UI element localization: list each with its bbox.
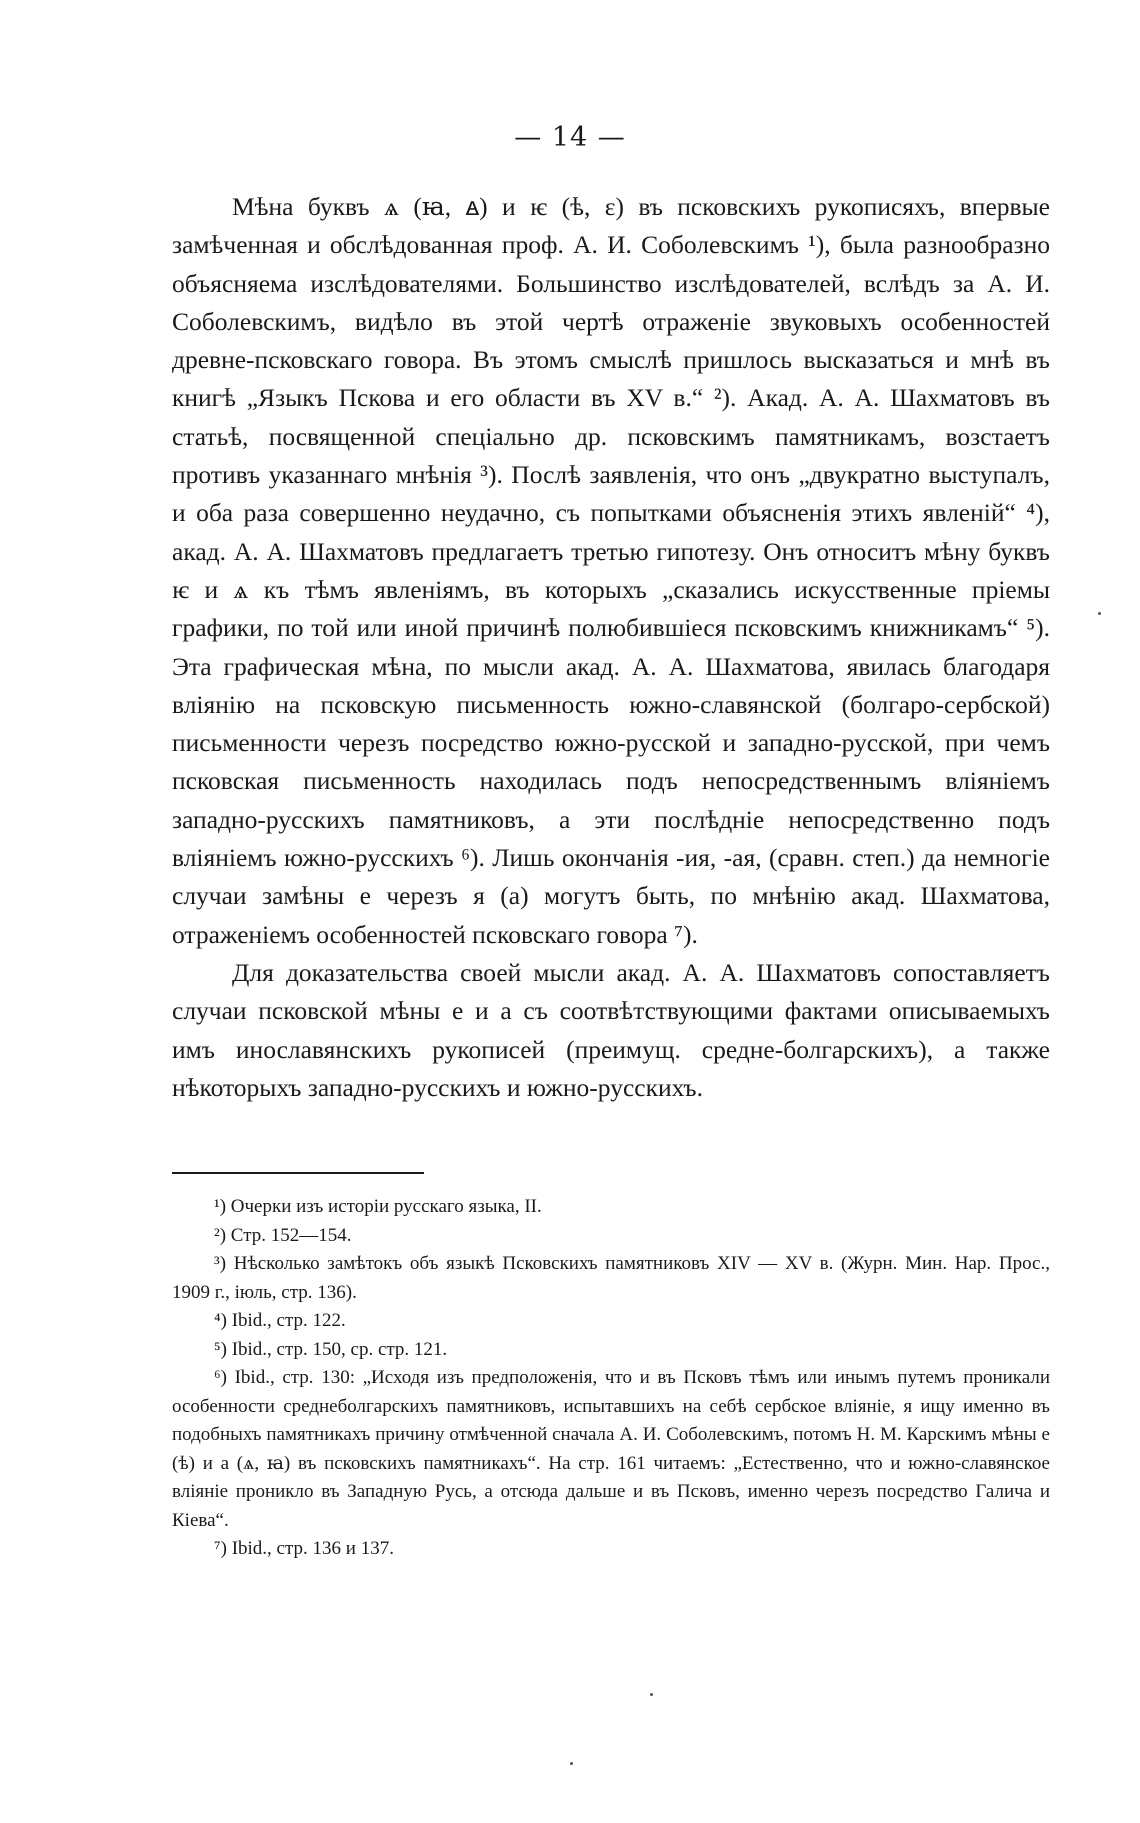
body-text <box>172 188 1050 1107</box>
footnote: ³) Нѣсколько замѣтокъ объ языкѣ Псковскихъ памятниковъ XIV — XV в. (Журн. Мин. Нар. Прос., 1909 г., іюль, стр. 136). <box>172 1253 1050 1303</box>
footnote: ⁵) Ibid., стр. 150, ср. стр. 121. <box>214 1338 448 1360</box>
scan-speck <box>570 1762 573 1765</box>
footnote: ⁴) Ibid., стр. 122. <box>214 1310 346 1331</box>
footnote: ²) Стр. 152—154. <box>214 1224 352 1246</box>
scan-speck <box>1098 612 1101 615</box>
footnote-separator <box>172 1172 424 1174</box>
page-number: — 14 — <box>514 122 626 153</box>
footnotes <box>172 1193 1050 1564</box>
paragraph: Мѣна буквъ ѧ (ꙗ, ꙙ) и ѥ (ѣ, ɛ) въ псковскихъ рукописяхъ, впервые замѣченная и обслѣдованная проф. А. И. Соболевскимъ ¹), была разнообразно объясняема изслѣдователями. Большинство изслѣдователей, вслѣдъ за А. И. Соболевскимъ, видѣло въ этой чертѣ отраженіе звуковыхъ особенностей древне-псковскаго говора. Въ этомъ смыслѣ пришлось высказаться и мнѣ въ книгѣ „Языкъ Пскова и его области въ XV в.“ ²). Акад. А. А. Шахматовъ въ статьѣ, посвященной спеціально др. псковскимъ памятникамъ, возстаетъ противъ указаннаго мнѣнія ³). Послѣ заявленія, что онъ „двукратно выступалъ, и оба раза совершенно неудачно, съ попытками объясненія этихъ явленій“ ⁴), акад. А. А. Шахматовъ предлагаетъ третью гипотезу. Онъ относитъ мѣну буквъ ѥ и ѧ къ тѣмъ явленіямъ, въ которыхъ „сказались искусственные пріемы графики, по той или иной причинѣ полюбившіеся псковскимъ книжникамъ“ ⁵). Эта графическая мѣна, по мысли акад. А. А. Шахматова, явилась благодаря вліянію на псковскую письменность южно-славянской (болгаро-сербской) письменности черезъ посредство южно-русской и западно-русской, при чемъ псковская письменность находилась подъ непосредственнымъ вліяніемъ западно-русскихъ памятниковъ, а эти послѣдніе непосредственно подъ вліяніемъ южно-русскихъ ⁶). Лишь окончанія -ия, -ая, (сравн. степ.) да немногіе случаи замѣны е черезъ я (а) могутъ быть, по мнѣнію акад. Шахматова, отраженіемъ особенностей псковскаго говора ⁷). <box>172 192 1050 949</box>
footnote: ⁶) Ibid., стр. 130: „Исходя изъ предположенія, что и въ Псковъ тѣмъ или инымъ путемъ проникали особенности среднеболгарскихъ памятниковъ, испытавшихъ на себѣ сербское вліяніе, я ищу именно въ подобныхъ памятникахъ причину отмѣченной сначала А. И. Соболевскимъ, потомъ Н. М. Карскимъ мѣны е (ѣ) и а (ѧ, ꙗ) въ псковскихъ памятникахъ“. На стр. 161 читаемъ: „Естественно, что и южно-славянское вліяніе проникло въ Западную Русь, а отсюда дальше и въ Псковъ, именно черезъ посредство Галича и Кіева“. <box>172 1367 1050 1531</box>
scan-speck <box>650 1693 653 1696</box>
footnote: ⁷) Ibid., стр. 136 и 137. <box>214 1538 394 1559</box>
footnote: ¹) Очерки изъ исторіи русскаго языка, II. <box>214 1196 542 1217</box>
paragraph: Для доказательства своей мысли акад. А. А. Шахматовъ сопоставляетъ случаи псковской мѣны е и а съ соотвѣтствующими фактами описываемыхъ имъ инославянскихъ рукописей (преимущ. средне-болгарскихъ), а также нѣкоторыхъ западно-русскихъ и южно-русскихъ. <box>172 957 1050 1102</box>
